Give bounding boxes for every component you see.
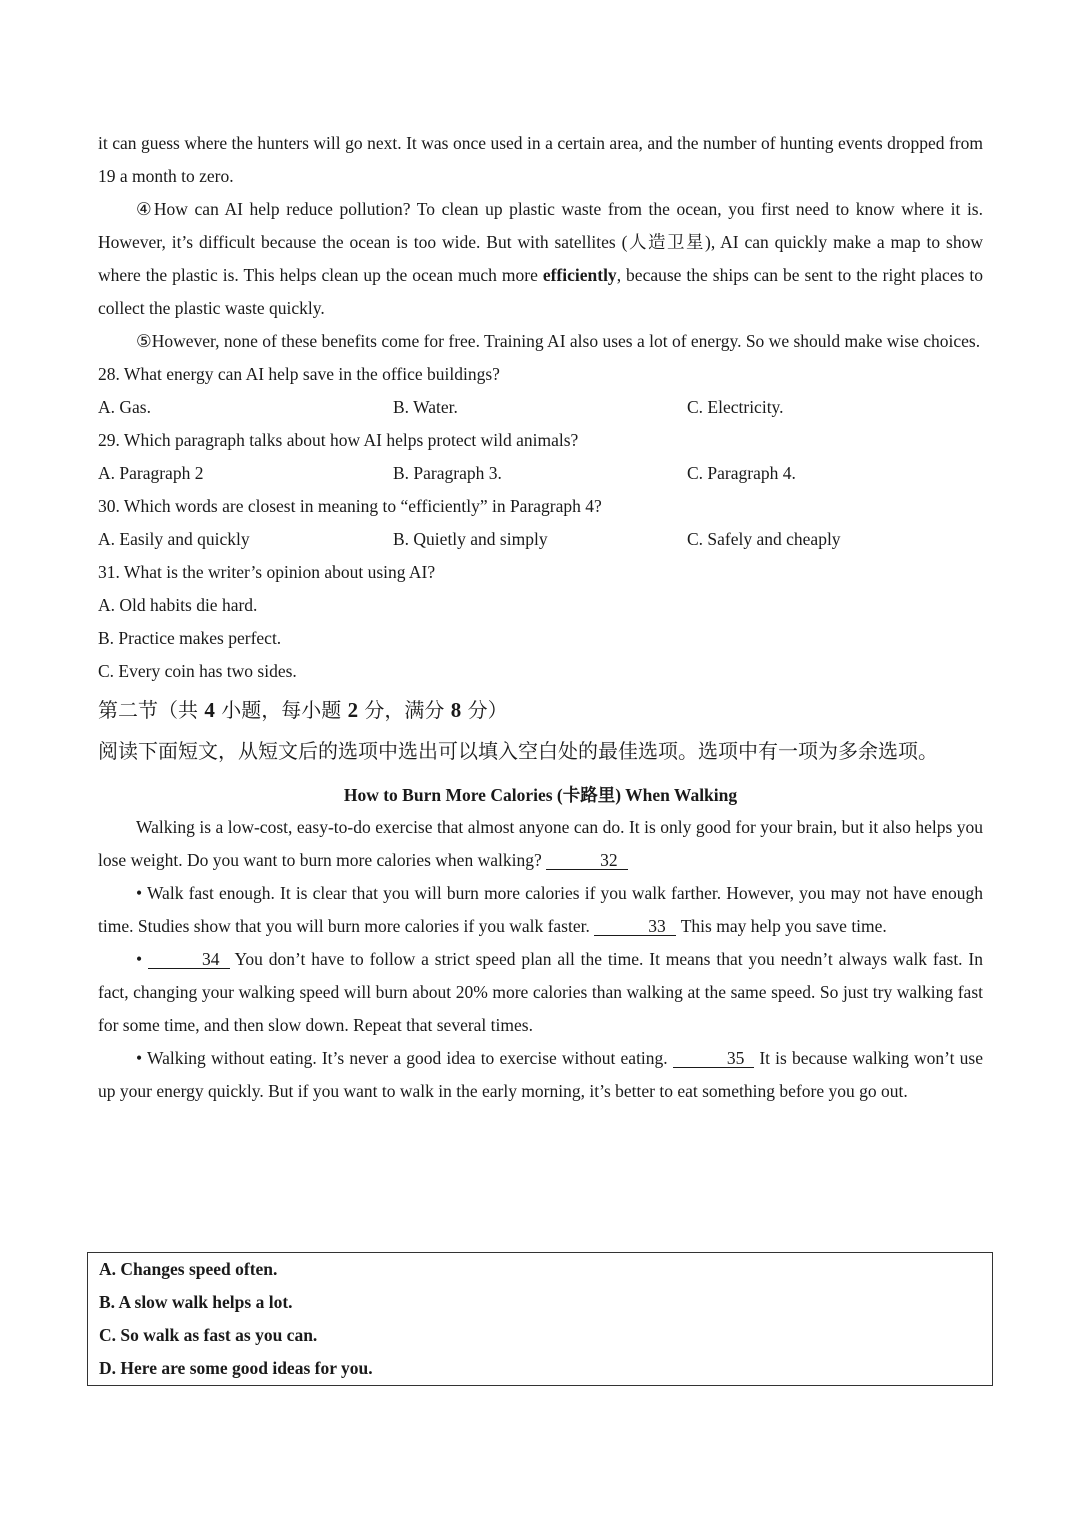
- question-30-options: [98, 523, 983, 556]
- option-a: A. Gas.: [98, 397, 151, 417]
- passage-paragraph-2: [98, 877, 983, 943]
- question-28-stem: 28. What energy can AI help save in the office buildings?: [98, 364, 500, 384]
- bullet: •: [136, 949, 143, 969]
- section-2-instruction: 阅读下面短文，从短文后的选项中选出可以填入空白处的最佳选项。选项中有一项为多余选项。: [98, 739, 938, 763]
- heading-number: 4: [204, 698, 215, 722]
- paragraph-4: [98, 193, 983, 325]
- blank-34: 34: [148, 950, 230, 969]
- option-a: A. Paragraph 2: [98, 463, 204, 483]
- question-31-option-c: C. Every coin has two sides.: [98, 661, 297, 681]
- heading-text: 小题，每小题: [214, 698, 348, 722]
- paragraph-3-tail: it can guess where the hunters will go next. It was once used in a certain area, and the number of hunting events dropped from 19 a month to zero.: [98, 133, 983, 186]
- box-option-b: B. A slow walk helps a lot.: [99, 1292, 293, 1312]
- paragraph-text: This may help you save time.: [680, 916, 887, 936]
- option-c: C. Electricity.: [687, 397, 784, 417]
- heading-text: 分）: [461, 698, 508, 722]
- option-b: B. Quietly and simply: [393, 529, 548, 549]
- paragraph-text: Walking is a low-cost, easy-to-do exercise that almost anyone can do. It is only good for your brain, but it also helps you lose weight. Do you want to burn more calories when walking?: [98, 817, 983, 870]
- document-page: [98, 127, 983, 1108]
- blank-35: 35: [673, 1049, 755, 1068]
- heading-number: 8: [450, 698, 462, 722]
- heading-text: 分，满分: [358, 698, 451, 722]
- paragraph-4-text-1: ④How can AI help reduce pollution? To clean up plastic waste from the ocean, you first need to know where it is. However, it’s difficult because the ocean is too wide. But with satellites (人造卫星), AI can quickly make a map to show where the plastic is. This helps clean up the ocean much more: [98, 199, 983, 285]
- paragraph-4-text-2: , because the ships can be sent to the right places to collect the plastic waste quickly.: [98, 265, 983, 318]
- question-29-options: [98, 457, 983, 490]
- heading-text: 第二节（共: [98, 698, 205, 722]
- passage-paragraph-4: [98, 1042, 983, 1108]
- box-option-a: A. Changes speed often.: [99, 1259, 278, 1279]
- paragraph-text: It is because walking won’t use up your energy quickly. But if you want to walk in the early morning, it’s better to eat something before you go out.: [98, 1048, 984, 1101]
- section-2-heading: [98, 690, 983, 731]
- question-28-options: [98, 391, 983, 424]
- passage-title: How to Burn More Calories (卡路里) When Walking: [343, 785, 738, 805]
- question-29-stem: 29. Which paragraph talks about how AI helps protect wild animals?: [98, 430, 579, 450]
- question-31-option-a: A. Old habits die hard.: [98, 595, 258, 615]
- question-31-option-b: B. Practice makes perfect.: [98, 628, 282, 648]
- option-c: C. Safely and cheaply: [687, 529, 841, 549]
- option-b: B. Water.: [393, 397, 458, 417]
- question-31-stem: 31. What is the writer’s opinion about using AI?: [98, 562, 436, 582]
- bold-word-efficiently: efficiently: [542, 265, 617, 285]
- question-30-stem: 30. Which words are closest in meaning to “efficiently” in Paragraph 4?: [98, 496, 602, 516]
- box-option-d: D. Here are some good ideas for you.: [99, 1358, 373, 1378]
- option-a: A. Easily and quickly: [98, 529, 250, 549]
- paragraph-5: ⑤However, none of these benefits come for free. Training AI also uses a lot of energy. So we should make wise choices.: [136, 331, 981, 351]
- paragraph-text: You don’t have to follow a strict speed plan all the time. It means that you needn’t always walk fast. In fact, changing your walking speed will burn about 20% more calories than walking at the same speed. So just try walking fast for some time, and then slow down. Repeat that several times.: [98, 949, 983, 1035]
- option-b: B. Paragraph 3.: [393, 463, 502, 483]
- blank-32: 32: [546, 851, 628, 870]
- paragraph-text: • Walk fast enough. It is clear that you will burn more calories if you walk farther. However, you may not have enough time. Studies show that you will burn more calories if you walk faster.: [98, 883, 983, 936]
- paragraph-text: • Walking without eating. It’s never a good idea to exercise without eating.: [136, 1048, 668, 1068]
- options-box: [87, 1252, 993, 1386]
- passage-paragraph-1: [98, 811, 983, 877]
- box-option-c: C. So walk as fast as you can.: [99, 1325, 318, 1345]
- option-c: C. Paragraph 4.: [687, 463, 796, 483]
- blank-33: 33: [594, 917, 676, 936]
- passage-paragraph-3: [98, 943, 983, 1042]
- heading-number: 2: [347, 698, 359, 722]
